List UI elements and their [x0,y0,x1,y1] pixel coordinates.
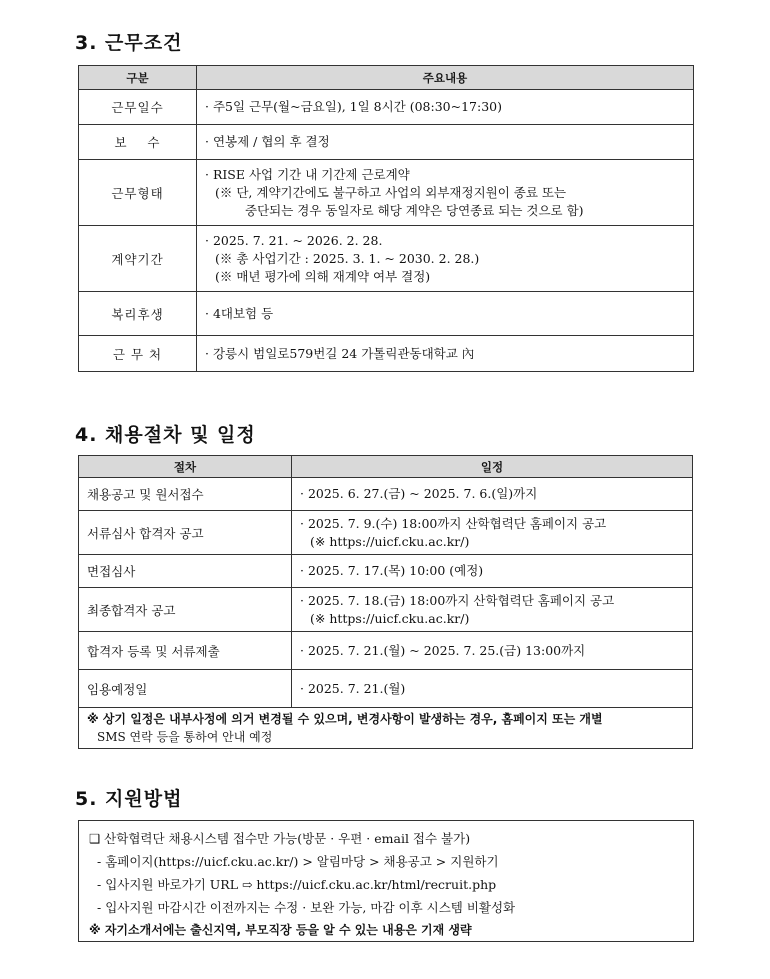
row-text: · 2025. 6. 27.(금) ~ 2025. 7. 6.(일)까지 [300,486,538,501]
note-text: SMS 연락 등을 통하여 안내 예정 [97,730,273,744]
row-label: 채용공고 및 원서접수 [79,478,292,511]
table-note-row [79,708,693,749]
row-text: · 2025. 7. 18.(금) 18:00까지 산학협력단 홈페이지 공고 [300,592,615,608]
row-label: 근무일수 [79,90,197,125]
row-label: 계약기간 [79,226,197,292]
row-text: · 주5일 근무(월~금요일), 1일 8시간 (08:30~17:30) [205,99,502,114]
table-row [79,90,694,125]
column-header: 주요내용 [197,66,694,90]
row-label: 근무형태 [79,160,197,226]
row-text: · RISE 사업 기간 내 기간제 근로계약 [205,166,410,182]
row-text: (※ 매년 평가에 의해 재계약 여부 결정) [215,268,431,284]
row-text: (※ https://uicf.cku.ac.kr/) [310,610,470,626]
table-row [79,226,694,292]
column-header: 구분 [79,66,197,90]
row-text: 중단되는 경우 동일자로 해당 계약은 당연종료 되는 것으로 함) [245,202,584,218]
table-row [79,125,694,160]
apply-note-line: ※ 자기소개서에는 출신지역, 부모직장 등을 알 수 있는 내용은 기재 생략 [89,923,472,937]
work-conditions-table [78,65,694,372]
row-text: · 2025. 7. 21.(월) ~ 2025. 7. 25.(금) 13:00까지 [300,642,586,658]
hiring-schedule-table [78,455,693,749]
table-row [79,292,694,336]
row-text: · 2025. 7. 21. ~ 2026. 2. 28. [205,232,383,248]
column-header: 절차 [79,456,292,478]
section-4-title: 4. 채용절차 및 일정 [75,424,256,446]
table-row [79,511,693,555]
row-text: (※ 총 사업기간 : 2025. 3. 1. ~ 2030. 2. 28.) [215,250,480,266]
row-text: (※ https://uicf.cku.ac.kr/) [310,533,470,549]
table-row [79,160,694,226]
table-row [79,632,693,670]
row-label: 서류심사 합격자 공고 [79,511,292,555]
row-text: · 2025. 7. 21.(월) [300,680,406,696]
table-row [79,478,693,511]
row-text: · 연봉제 / 협의 후 결정 [205,134,330,149]
row-label: 보 수 [79,125,197,160]
table-row [79,588,693,632]
row-text: · 2025. 7. 9.(수) 18:00까지 산학협력단 홈페이지 공고 [300,515,607,531]
table-header-row [79,456,693,478]
row-text: · 2025. 7. 17.(목) 10:00 (예정) [300,563,484,578]
row-label: 면접심사 [79,555,292,588]
table-row [79,336,694,372]
apply-main-line: ❑ 산학협력단 채용시스템 접수만 가능(방문 · 우편 · email 접수 불가) [89,831,471,846]
table-row [79,555,693,588]
apply-sub-line: - 입사지원 바로가기 URL ⇨ https://uicf.cku.ac.kr/html/recruit.php [97,877,497,892]
note-text: ※ 상기 일정은 내부사정에 의거 변경될 수 있으며, 변경사항이 발생하는 경우, 홈페이지 또는 개별 [87,712,603,726]
row-text: · 강릉시 범일로579번길 24 가톨릭관동대학교 內 [205,345,475,361]
table-header-row [79,66,694,90]
row-label: 복리후생 [79,292,197,336]
row-label: 임용예정일 [79,670,292,708]
application-method-box [78,820,694,942]
row-label: 근 무 처 [79,336,197,372]
row-text: · 4대보험 등 [205,305,274,321]
section-5-title: 5. 지원방법 [75,788,183,810]
apply-sub-line: - 홈페이지(https://uicf.cku.ac.kr/) > 알림마당 > 채용공고 > 지원하기 [97,854,499,869]
table-row [79,670,693,708]
row-label: 최종합격자 공고 [79,588,292,632]
apply-sub-line: - 입사지원 마감시간 이전까지는 수정 · 보완 가능, 마감 이후 시스템 비활성화 [97,900,516,915]
row-text: (※ 단, 계약기간에도 불구하고 사업의 외부재정지원이 종료 또는 [215,184,567,200]
section-3-title: 3. 근무조건 [75,32,183,54]
row-label: 합격자 등록 및 서류제출 [79,632,292,670]
column-header: 일정 [292,456,693,478]
